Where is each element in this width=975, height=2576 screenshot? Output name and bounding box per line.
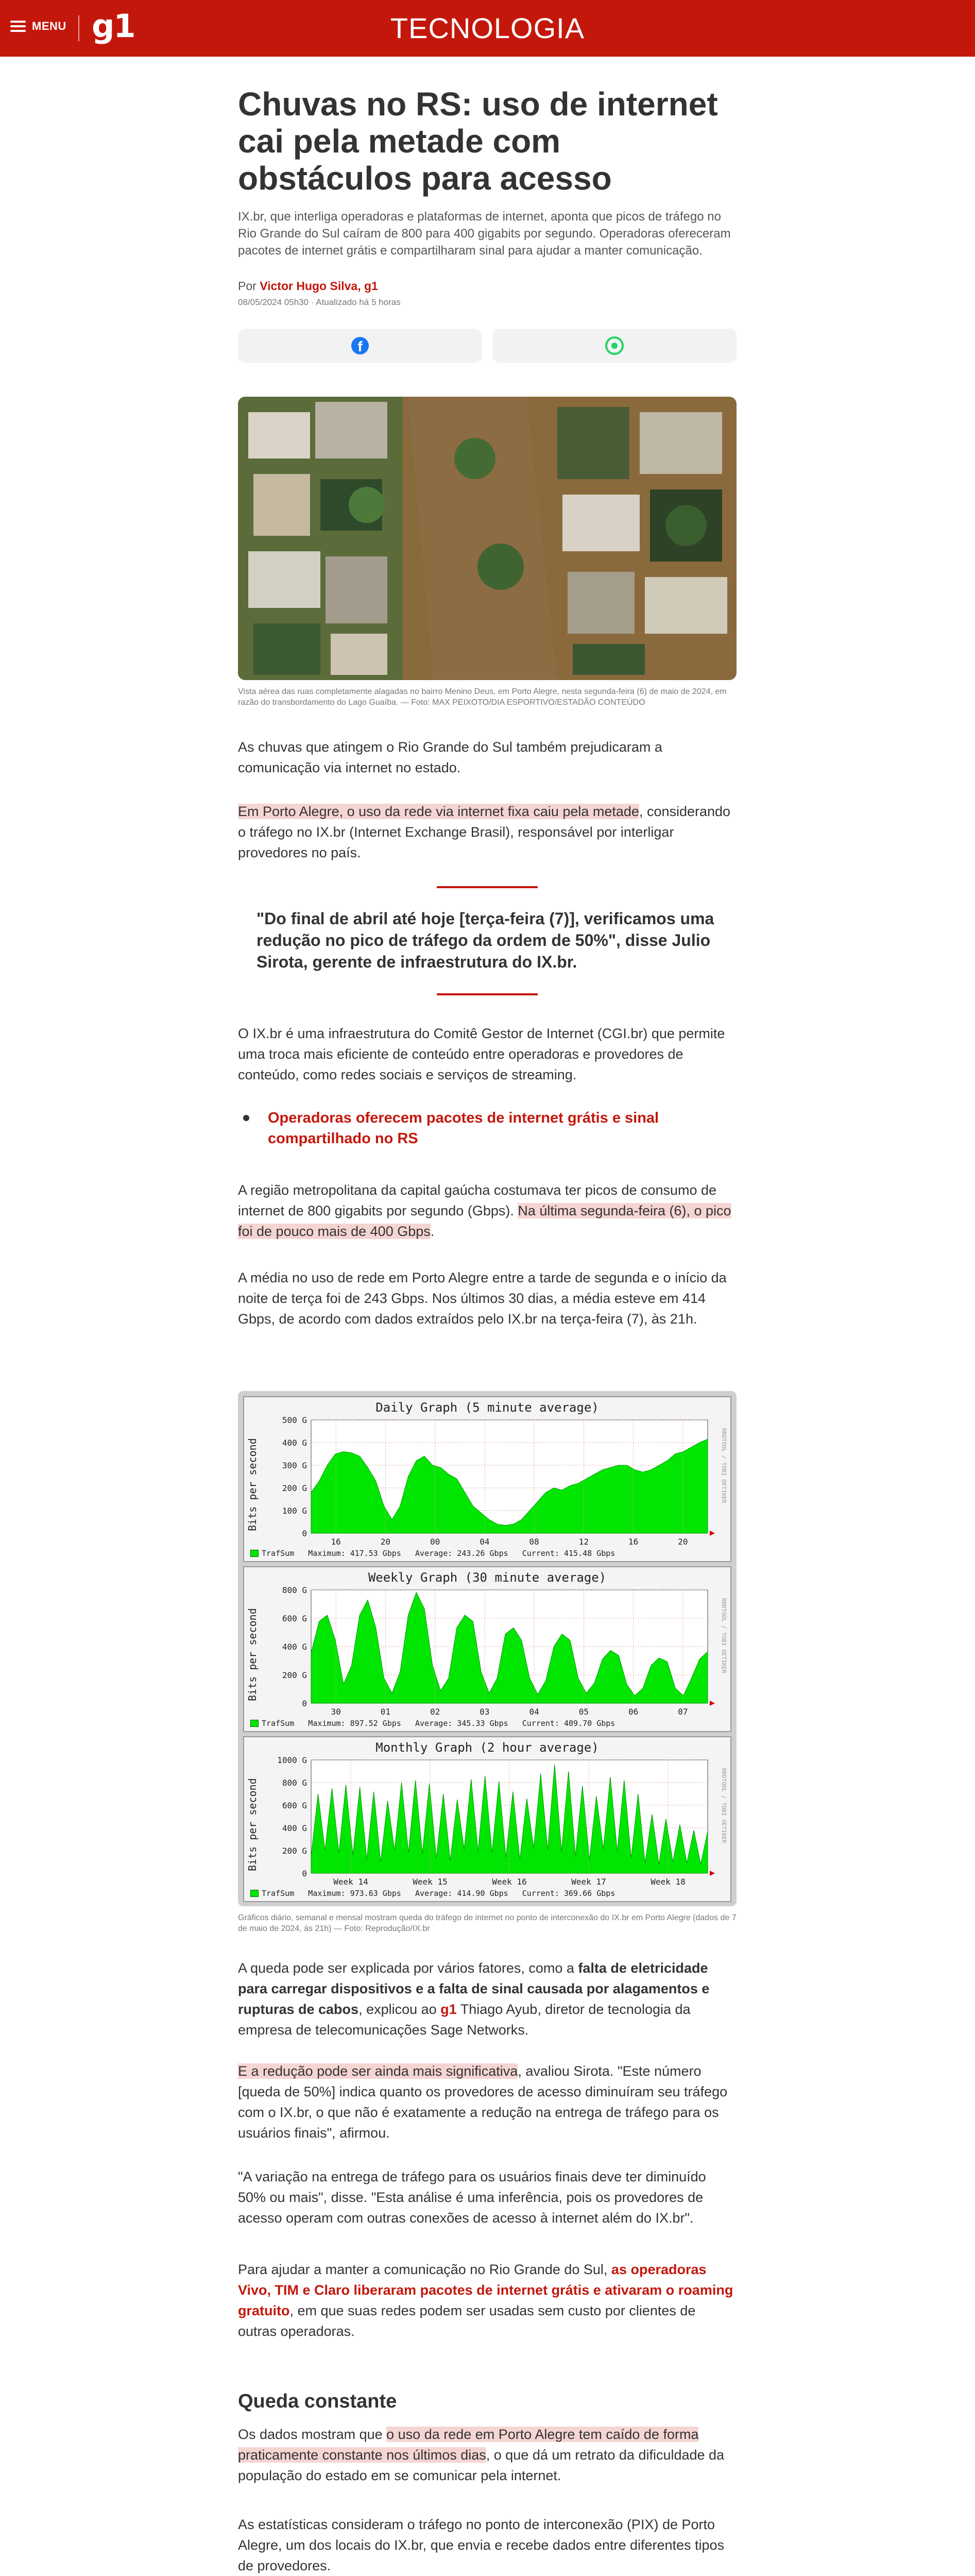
y-tick-label: 400 G bbox=[282, 1823, 307, 1833]
graph-ylabel: Bits per second bbox=[246, 1608, 259, 1702]
paragraph-11: As estatísticas consideram o tráfego no ponto de interconexão (PIX) de Porto Alegre, um dos locais do IX.br, que envia e recebe dados entre diferentes tipos de provedores. bbox=[238, 2517, 725, 2573]
x-tick-label: 30 bbox=[331, 1707, 341, 1717]
byline-prefix: Por bbox=[238, 279, 256, 293]
article-title: Chuvas no RS: uso de internet cai pela metade com obstáculos para acesso bbox=[238, 86, 718, 197]
highlight-2: Em Porto Alegre, o uso da rede via internet fixa caiu pela metade bbox=[238, 804, 639, 819]
x-tick-label: Week 14 bbox=[333, 1877, 368, 1887]
paragraph-8: "A variação na entrega de tráfego para os usuários finais deve ter diminuído 50% ou mais", disse. "Esta análise é uma inferência, pois os provedores de acesso operam com outras conexões de acesso à internet além do IX.br". bbox=[238, 2169, 706, 2226]
paragraph-4-end: . bbox=[430, 1224, 435, 1239]
top-navbar bbox=[0, 0, 975, 57]
x-tick-label: 04 bbox=[529, 1707, 539, 1717]
p9-a: Para ajudar a manter a comunicação no Rio Grande do Sul, bbox=[238, 2262, 611, 2277]
subheading: Queda constante bbox=[238, 2391, 397, 2412]
facebook-icon: f bbox=[351, 337, 369, 354]
whatsapp-icon bbox=[605, 336, 624, 355]
section-title[interactable]: TECNOLOGIA bbox=[390, 12, 585, 44]
x-tick-label: 07 bbox=[678, 1707, 688, 1717]
p6-c: , explicou ao bbox=[358, 2002, 441, 2017]
p9-c: , em que suas redes podem ser usadas sem custo por clientes de outras operadoras. bbox=[238, 2303, 696, 2339]
monthly-graph bbox=[243, 1736, 731, 1902]
y-tick-label: 0 bbox=[302, 1699, 307, 1708]
related-link[interactable] bbox=[238, 1108, 737, 1154]
y-tick-label: 800 G bbox=[282, 1778, 307, 1788]
graph-legend bbox=[250, 1719, 615, 1728]
graph-caption: Gráficos diário, semanal e mensal mostram queda do tráfego de internet no ponto de interconexão do IX.br em Porto Alegre (dados de 7 de maio de 2024, às 21h) — Foto: Reprodução/IX.br bbox=[238, 1913, 737, 1933]
x-tick-label: 02 bbox=[430, 1707, 440, 1717]
x-tick-label: 16 bbox=[628, 1537, 639, 1547]
highlight-10: o uso da rede em Porto Alegre tem caído de forma praticamente constante nos últimos dias bbox=[238, 2427, 699, 2463]
paragraph-3: O IX.br é uma infraestrutura do Comitê Gestor de Internet (CGI.br) que permite uma troca mais eficiente de conteúdo entre operadoras e provedores de conteúdo, como redes sociais e serviços de streaming. bbox=[238, 1026, 725, 1082]
monthly-graph-plot bbox=[244, 1737, 732, 1903]
graph-side-label: RRDTOOL / TOBI OETIKER bbox=[721, 1598, 727, 1673]
x-tick-label: 04 bbox=[480, 1537, 490, 1547]
graph-title: Daily Graph (5 minute average) bbox=[375, 1400, 599, 1415]
author-link[interactable]: Victor Hugo Silva, g1 bbox=[260, 279, 378, 293]
x-tick-label: 05 bbox=[578, 1707, 589, 1717]
x-tick-label: 08 bbox=[529, 1537, 539, 1547]
y-tick-label: 800 G bbox=[282, 1585, 307, 1595]
weekly-graph-plot bbox=[244, 1567, 732, 1733]
paragraph-4 bbox=[238, 1180, 737, 1242]
graph-side-label: RRDTOOL / TOBI OETIKER bbox=[721, 1768, 727, 1843]
y-tick-label: 200 G bbox=[282, 1670, 307, 1680]
y-tick-label: 100 G bbox=[282, 1506, 307, 1516]
x-tick-label: Week 18 bbox=[651, 1877, 686, 1887]
pull-quote-1 bbox=[238, 886, 737, 999]
x-tick-label: 03 bbox=[480, 1707, 490, 1717]
p6-g1[interactable]: g1 bbox=[440, 2002, 457, 2017]
y-tick-label: 400 G bbox=[282, 1438, 307, 1448]
x-tick-label: Week 16 bbox=[492, 1877, 527, 1887]
related-link-text[interactable]: Operadoras oferecem pacotes de internet grátis e sinal compartilhado no RS bbox=[268, 1110, 659, 1147]
photo-caption: Vista aérea das ruas completamente alagadas no bairro Menino Deus, em Porto Alegre, nesta segunda-feira (6) de maio de 2024, em razão do transbordamento do Lago Guaíba. — Foto: MAX PEIXOTO/DIA ESPORTIVO/ESTADÃO CONTEÚDO bbox=[238, 687, 727, 707]
p6-a: A queda pode ser explicada por vários fatores, como a bbox=[238, 1960, 578, 1976]
paragraph-2-rest: , considerando o tráfego no IX.br (Internet Exchange Brasil), responsável por interligar provedores no país. bbox=[238, 804, 731, 860]
legend-text: TrafSum Maximum: 897.52 Gbps Average: 345.33 Gbps Current: 409.70 Gbps bbox=[262, 1719, 615, 1728]
p6-e: Thiago Ayub, diretor de tecnologia da empresa de telecomunicações Sage Networks. bbox=[238, 2002, 691, 2038]
x-tick-label: 06 bbox=[628, 1707, 639, 1717]
x-tick-label: 12 bbox=[578, 1537, 589, 1547]
daily-graph bbox=[243, 1396, 731, 1562]
y-tick-label: 1000 G bbox=[277, 1755, 307, 1765]
weekly-graph bbox=[243, 1566, 731, 1732]
byline bbox=[238, 279, 378, 293]
lead-photo[interactable] bbox=[238, 397, 737, 680]
x-tick-label: Week 15 bbox=[413, 1877, 448, 1887]
graph-ylabel: Bits per second bbox=[246, 1778, 259, 1872]
paragraph-6 bbox=[238, 1958, 737, 2040]
legend-swatch bbox=[250, 1890, 259, 1897]
quote-text: "Do final de abril até hoje [terça-feira (7)], verificamos uma redução no pico de tráfego da ordem de 50%", disse Julio Sirota, gerente de infraestrutura do IX.br. bbox=[256, 909, 714, 971]
axis-arrow-icon bbox=[710, 1871, 715, 1876]
y-tick-label: 200 G bbox=[282, 1846, 307, 1856]
legend-swatch bbox=[250, 1550, 259, 1557]
menu-label: MENU bbox=[32, 20, 66, 32]
x-tick-label: 20 bbox=[380, 1537, 391, 1547]
axis-arrow-icon bbox=[710, 1701, 715, 1706]
x-tick-label: 00 bbox=[430, 1537, 440, 1547]
daily-graph-plot bbox=[244, 1397, 732, 1563]
paragraph-10 bbox=[238, 2424, 737, 2486]
graph-title: Weekly Graph (30 minute average) bbox=[368, 1570, 607, 1585]
y-tick-label: 200 G bbox=[282, 1483, 307, 1493]
p6-bold: falta de eletricidade para carregar dispositivos e a falta de sinal causada por alagamentos e rupturas de cabos bbox=[238, 1960, 710, 2017]
legend-swatch bbox=[250, 1720, 259, 1727]
paragraph-5: A média no uso de rede em Porto Alegre entre a tarde de segunda e o início da noite de terça foi de 243 Gbps. Nos últimos 30 dias, a média esteve em 414 Gbps, de acordo com dados extraídos pelo IX.br na terça-feira (7), às 21h. bbox=[238, 1270, 727, 1327]
graph-legend bbox=[250, 1889, 615, 1898]
x-tick-label: 20 bbox=[678, 1537, 688, 1547]
y-tick-label: 600 G bbox=[282, 1614, 307, 1623]
quote-bar-top bbox=[437, 886, 538, 888]
article-subtitle: IX.br, que interliga operadoras e plataformas de internet, aponta que picos de tráfego no Rio Grande do Sul caíram de 800 para 400 gigabits por segundo. Operadoras ofereceram pacotes de internet grátis e compartilharam sinal para ajudar a manter comunicação. bbox=[238, 210, 731, 258]
traffic-graphs-image[interactable] bbox=[238, 1391, 737, 1906]
paragraph-4-start: A região metropolitana da capital gaúcha costumava ter picos de consumo de internet de 800 gigabits por segundo (Gbps). bbox=[238, 1182, 717, 1218]
p10-a: Os dados mostram que bbox=[238, 2427, 387, 2442]
share-facebook-button[interactable] bbox=[238, 329, 482, 363]
y-tick-label: 300 G bbox=[282, 1461, 307, 1470]
y-tick-label: 600 G bbox=[282, 1801, 307, 1810]
quote-bar-bottom bbox=[437, 993, 538, 995]
graph-legend bbox=[250, 1549, 615, 1558]
flooded-street-aerial-image bbox=[238, 397, 737, 680]
x-tick-label: 01 bbox=[380, 1707, 391, 1717]
graph-title: Monthly Graph (2 hour average) bbox=[375, 1740, 599, 1755]
paragraph-7 bbox=[238, 2061, 737, 2143]
x-tick-label: 16 bbox=[331, 1537, 341, 1547]
y-tick-label: 500 G bbox=[282, 1415, 307, 1425]
axis-arrow-icon bbox=[710, 1531, 715, 1536]
legend-text: TrafSum Maximum: 973.63 Gbps Average: 414.90 Gbps Current: 369.66 Gbps bbox=[262, 1889, 615, 1898]
y-tick-label: 0 bbox=[302, 1869, 307, 1878]
y-tick-label: 0 bbox=[302, 1529, 307, 1538]
highlight-7: E a redução pode ser ainda mais significativa bbox=[238, 2063, 518, 2079]
dateline: 08/05/2024 05h30 · Atualizado há 5 horas bbox=[238, 297, 401, 307]
highlight-4: Na última segunda-feira (6), o pico foi de pouco mais de 400 Gbps bbox=[238, 1203, 731, 1239]
y-tick-label: 400 G bbox=[282, 1642, 307, 1652]
p10-c: , o que dá um retrato da dificuldade da população do estado em se comunicar pela internet. bbox=[238, 2447, 725, 2483]
paragraph-7-rest: , avaliou Sirota. "Este número [queda de 50%] indica quanto os provedores de acesso diminuíram seu tráfego com o IX.br, o que não é exatamente a redução na entrega de tráfego para os usuários finais", afirmou. bbox=[238, 2063, 728, 2141]
g1-logo[interactable]: g1 bbox=[92, 7, 135, 45]
share-whatsapp-button[interactable] bbox=[492, 329, 737, 363]
paragraph-9 bbox=[238, 2259, 737, 2342]
p9-link[interactable]: as operadoras Vivo, TIM e Claro liberaram pacotes de internet grátis e ativaram o roaming gratuito bbox=[238, 2262, 733, 2318]
paragraph-2 bbox=[238, 801, 737, 863]
x-tick-label: Week 17 bbox=[571, 1877, 606, 1887]
graph-ylabel: Bits per second bbox=[246, 1438, 259, 1532]
bullet-dot bbox=[243, 1115, 249, 1121]
paragraph-1: As chuvas que atingem o Rio Grande do Sul também prejudicaram a comunicação via internet no estado. bbox=[238, 739, 662, 775]
legend-text: TrafSum Maximum: 417.53 Gbps Average: 243.26 Gbps Current: 415.48 Gbps bbox=[262, 1549, 615, 1558]
graph-side-label: RRDTOOL / TOBI OETIKER bbox=[721, 1428, 727, 1503]
